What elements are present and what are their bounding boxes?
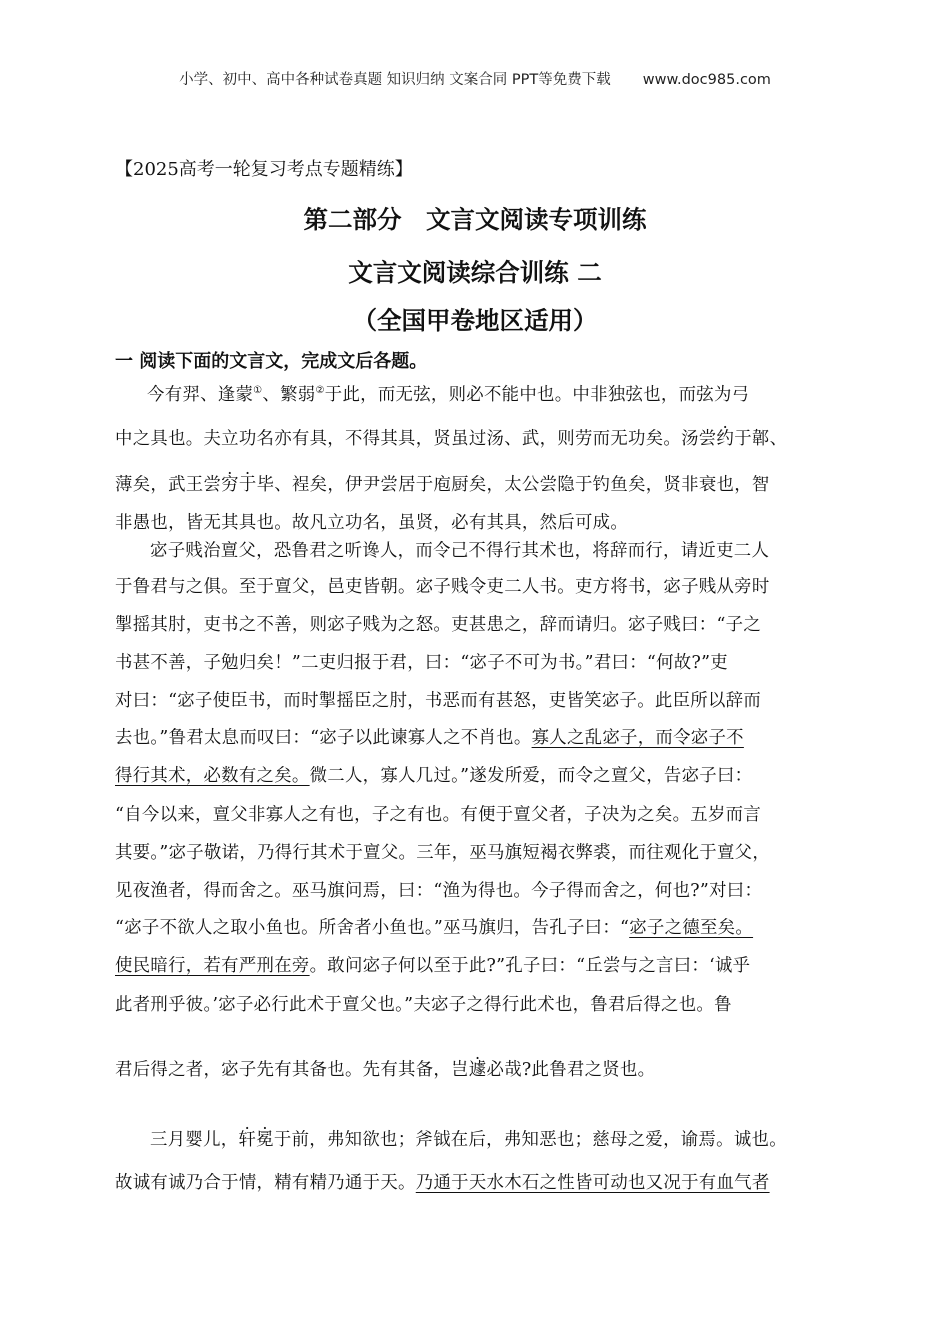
question-heading: 一 阅读下面的文言文，完成文后各题。	[115, 351, 428, 372]
passage-line: “自今以来，亶父非寡人之有也，子之有也。有便于亶父者，子决为之矣。五岁而言	[115, 805, 762, 825]
passage-line: 三月婴儿，轩冕于前，弗知欲也；斧钺在后，弗知恶也；慈母之爱，谕焉。诚也。	[150, 1130, 787, 1150]
dotted-char: 轩	[238, 1130, 257, 1150]
passage-line: 薄矣，武王尝穷于毕、裎矣，伊尹尝居于庖厨矣，太公尝隐于钓鱼矣，贤非衰也，智	[115, 475, 770, 495]
passage-line: 其要。”宓子敬诺，乃得行其术于亶父。三年，巫马旗短褐衣弊裘，而往观化于亶父，	[115, 843, 771, 863]
passage-line: 君后得之者，宓子先有其备也。先有其备，岂遽必哉?此鲁君之贤也。	[115, 1060, 656, 1080]
passage-line: 中之具也。夫立功名亦有具，不得其具，贤虽过汤、武，则劳而无功矣。汤尝约于郼、	[115, 429, 788, 449]
passage-line: 去也。”鲁君太息而叹曰：“宓子以此谏寡人之不肖也。寡人之乱宓子，而令宓子不	[115, 728, 744, 748]
scope-title: （全国甲卷地区适用）	[352, 306, 598, 335]
dotted-char: 穷	[221, 475, 239, 495]
passage-line: 非愚也，皆无其具也。故凡立功名，虽贤，必有其具，然后可成。	[115, 513, 629, 533]
series-label: 【2025高考一轮复习考点专题精练】	[115, 159, 413, 180]
training-title: 文言文阅读综合训练 二	[348, 258, 602, 287]
dotted-char: 遽	[468, 1060, 487, 1080]
dotted-char: 于	[238, 475, 257, 495]
header-site[interactable]: www.doc985.com	[642, 72, 771, 88]
passage-line: 此者刑乎彼。’宓子必行此术于亶父也。”夫宓子之得行此术也，鲁君后得之也。鲁	[115, 995, 732, 1015]
passage-line: 对曰：“宓子使臣书，而时掣摇臣之肘，书恶而有甚怒，吏皆笑宓子。此臣所以辞而	[115, 691, 762, 711]
underlined-sentence: 得行其术，必数有之矣。	[115, 766, 310, 786]
passage-line: 得行其术，必数有之矣。微二人，寡人几过。”遂发所爱，而令之亶父，告宓子曰：	[115, 766, 753, 786]
dotted-char: 约	[716, 429, 735, 449]
passage-line: 使民暗行，若有严刑在旁。敢问宓子何以至于此?”孔子曰：“丘尝与之言曰：‘诚乎	[115, 956, 751, 976]
underlined-sentence: 寡人之乱宓子，而令宓子不	[531, 728, 744, 748]
passage-line: 书甚不善，子勉归矣！”二吏归报于君，曰：“宓子不可为书。”君曰：“何故?”吏	[115, 653, 728, 673]
passage-line: “宓子不欲人之取小鱼也。所舍者小鱼也。”巫马旗归，告孔子曰：“宓子之德至矣。	[115, 918, 754, 938]
underlined-sentence: 使民暗行，若有严刑在旁	[115, 956, 310, 976]
underlined-sentence: 乃通于天水木石之性皆可动也又况于有血气者	[415, 1173, 770, 1193]
header-text: 小学、初中、高中各种试卷真题 知识归纳 文案合同 PPT等免费下载	[179, 72, 611, 88]
passage-line: 故诚有诚乃合于情，精有精乃通于天。乃通于天水木石之性皆可动也又况于有血气者	[115, 1173, 770, 1193]
part-title: 第二部分 文言文阅读专项训练	[303, 205, 647, 234]
page-header	[0, 68, 950, 89]
passage-line: 今有羿、逢蒙①、繁弱②于此，而无弦，则必不能中也。中非独弦也，而弦为弓	[147, 385, 750, 405]
passage-line: 于鲁君与之俱。至于亶父，邑吏皆朝。宓子贱令吏二人书。吏方将书，宓子贱从旁时	[115, 577, 770, 597]
dotted-char: 冕	[256, 1130, 274, 1150]
passage-line: 见夜渔者，得而舍之。巫马旗问焉，曰：“渔为得也。今子得而舍之，何也?”对曰：	[115, 881, 763, 901]
passage-line: 宓子贱治亶父，恐鲁君之听谗人，而令己不得行其术也，将辞而行，请近吏二人	[150, 541, 770, 561]
passage-line: 掣摇其肘，吏书之不善，则宓子贱为之怒。吏甚患之，辞而请归。宓子贱曰：“子之	[115, 615, 762, 635]
underlined-sentence: 宓子之德至矣。	[629, 918, 754, 938]
